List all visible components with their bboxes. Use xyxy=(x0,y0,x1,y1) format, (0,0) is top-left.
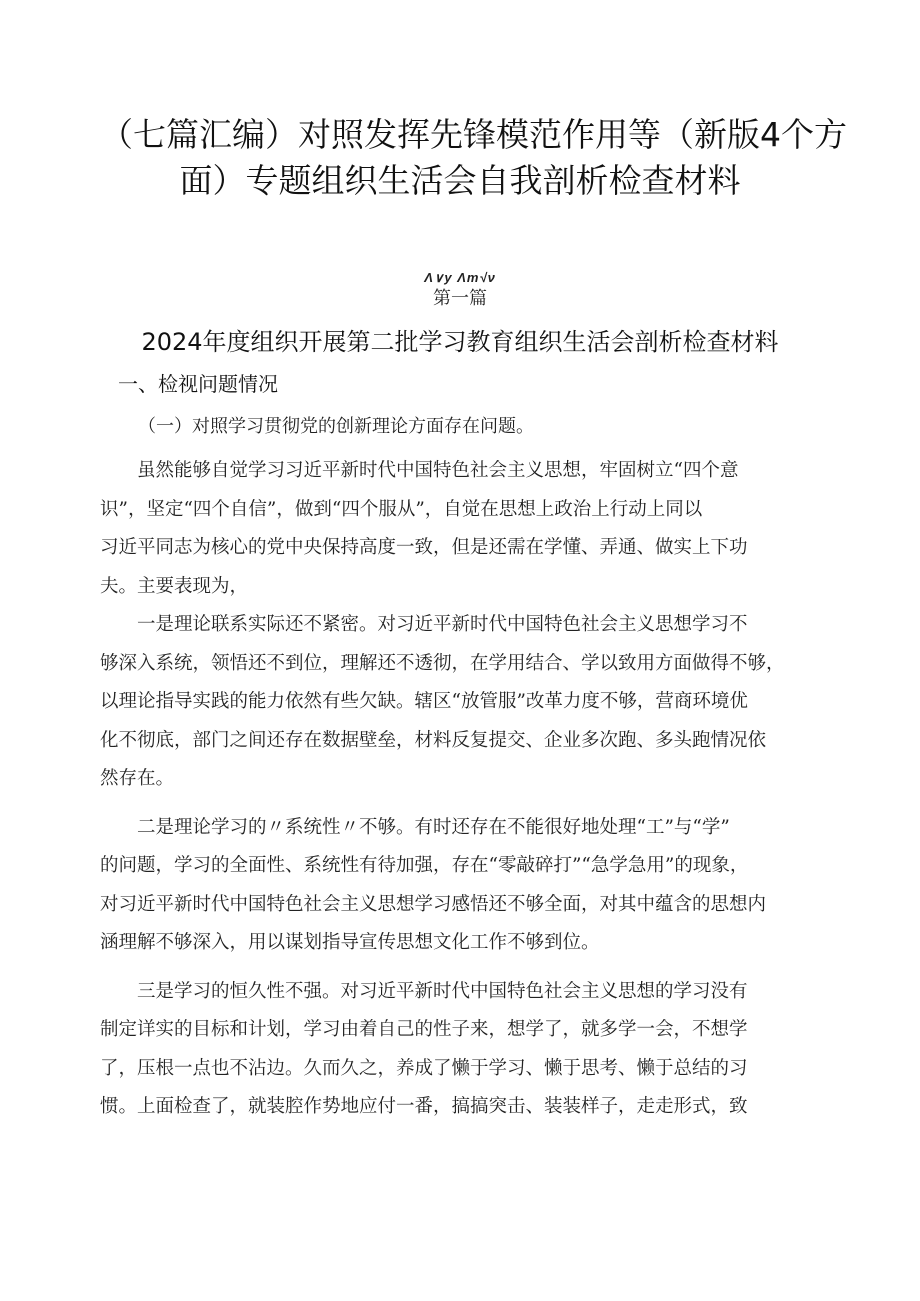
text-line: 化不彻底，部门之间还存在数据壁垒，材料反复提交、企业多次跑、多头跑情况依 xyxy=(100,729,767,751)
paragraph xyxy=(100,606,860,799)
text-line: 虽然能够自觉学习习近平新时代中国特色社会主义思想，牢固树立“四个意 xyxy=(100,460,739,481)
document-title xyxy=(100,112,847,204)
text-line: 涵理解不够深入，用以谋划指导宣传思想文化工作不够到位。 xyxy=(100,932,600,953)
part-label: 第一篇 xyxy=(433,288,487,309)
text-line: 二是理论学习的〃系统性〃不够。有时还存在不能很好地处理“工”与“学” xyxy=(100,816,730,838)
text-line: 的问题，学习的全面性、系统性有待加强，存在“零敲碎打”“急学急用”的现象， xyxy=(100,855,749,876)
text-line: 一是理论联系实际还不紧密。对习近平新时代中国特色社会主义思想学习不 xyxy=(100,614,748,635)
text-line: 然存在。 xyxy=(100,768,175,789)
text-line: 识”，坚定“四个自信”，做到“四个服从”，自觉在思想上政治上行动上同以 xyxy=(100,498,703,520)
text-line: 制定详实的目标和计划，学习由着自己的性子来，想学了，就多学一会，不想学 xyxy=(100,1019,748,1040)
garbled-mark: Λ∨y Λт√ν xyxy=(424,270,496,285)
heading-level-1: 一、检视问题情况 xyxy=(118,372,278,396)
section-subtitle: 2024年度组织开展第二批学习教育组织生活会剖析检查材料 xyxy=(141,328,779,356)
text-line: 了，压根一点也不沾边。久而久之，养成了懒于学习、懒于思考、懒于总结的习 xyxy=(100,1057,748,1079)
text-line: 以理论指导实践的能力依然有些欠缺。辖区“放管服”改革力度不够，营商环境优 xyxy=(100,691,748,712)
title-line-2: 面）专题组织生活会自我剖析检查材料 xyxy=(179,161,741,200)
body-text xyxy=(100,452,860,1127)
text-line: 够深入系统，领悟还不到位，理解还不透彻，在学用结合、学以致用方面做得不够， xyxy=(100,652,785,674)
paragraph xyxy=(100,809,860,963)
text-line: 对习近平新时代中国特色社会主义思想学习感悟还不够全面，对其中蕴含的思想内 xyxy=(100,893,767,915)
text-line: 惯。上面检查了，就装腔作势地应付一番，搞搞突击、装装样子，走走形式，致 xyxy=(100,1096,748,1117)
text-line: 习近平同志为核心的党中央保持高度一致，但是还需在学懂、弄通、做实上下功 xyxy=(100,537,748,558)
text-line: 夫。主要表现为， xyxy=(100,575,249,597)
title-line-1: （七篇汇编）对照发挥先锋模范作用等（新版4个方 xyxy=(100,115,847,154)
paragraph xyxy=(100,452,860,606)
heading-level-2: （一）对照学习贯彻党的创新理论方面存在问题。 xyxy=(138,416,534,437)
paragraph xyxy=(100,973,860,1127)
text-line: 三是学习的恒久性不强。对习近平新时代中国特色社会主义思想的学习没有 xyxy=(100,980,748,1002)
